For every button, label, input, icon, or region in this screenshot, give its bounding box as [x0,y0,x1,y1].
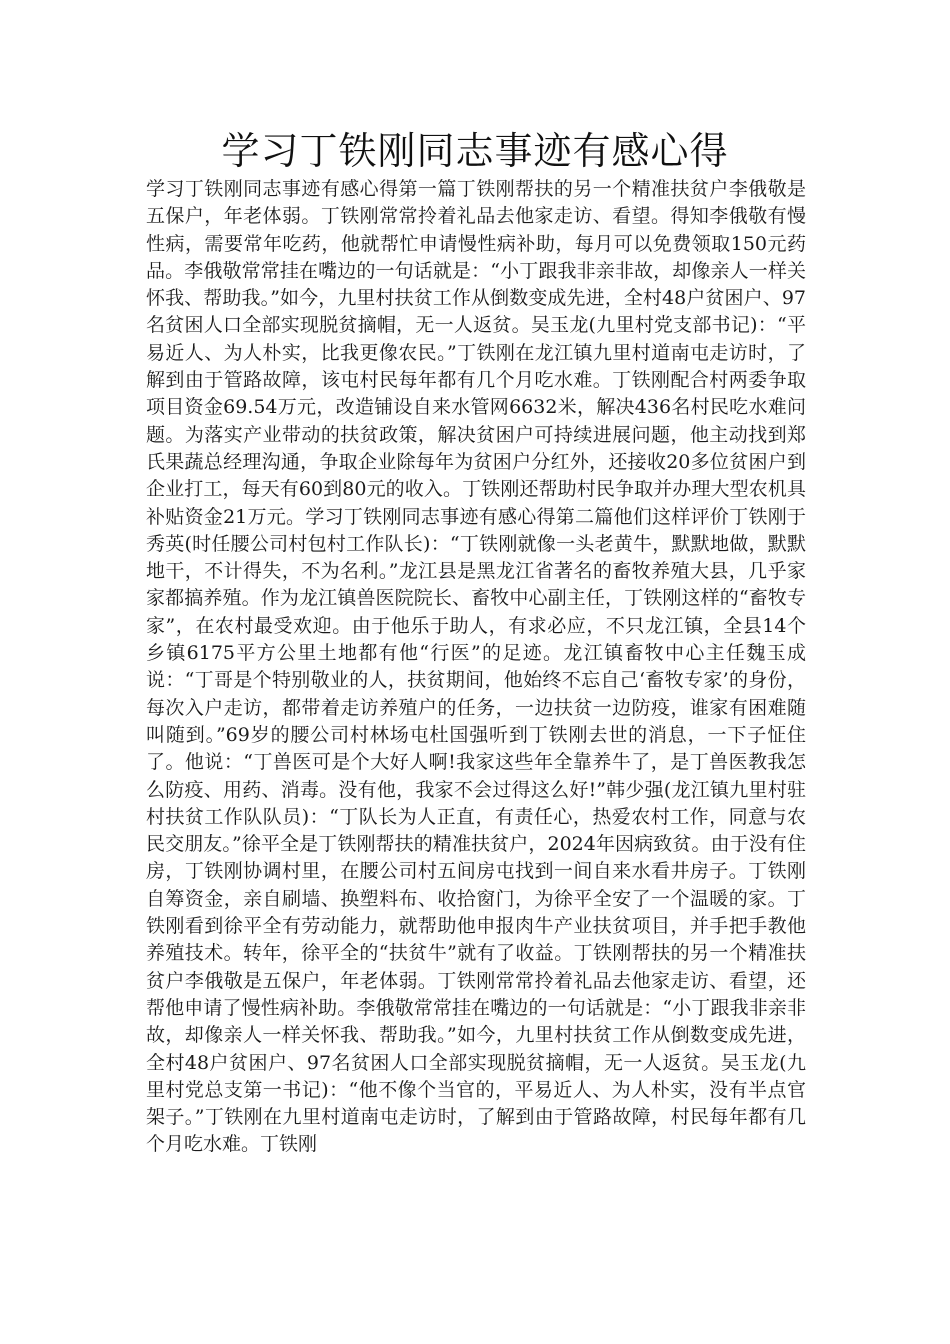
document-title: 学习丁铁刚同志事迹有感心得 [221,129,729,173]
document-body: 学习丁铁刚同志事迹有感心得第一篇丁铁刚帮扶的另一个精准扶贫户李俄敬是五保户，年老体弱。丁铁刚常常拎着礼品去他家走访、看望。得知李俄敬有慢性病，需要常年吃药，他就帮忙申请慢性病补助，每月可以免费领取150元药品。李俄敬常常挂在嘴边的一句话就是：“小丁跟我非亲非故，却像亲人一样关怀我、帮助我。”如今，九里村扶贫工作从倒数变成先进，全村48户贫困户、97名贫困人口全部实现脱贫摘帽，无一人返贫。吴玉龙(九里村党支部书记)：“平易近人、为人朴实，比我更像农民。”丁铁刚在龙江镇九里村道南屯走访时，了解到由于管路故障，该屯村民每年都有几个月吃水难。丁铁刚配合村两委争取项目资金69.54万元，改造铺设自来水管网6632米，解决436名村民吃水难问题。为落实产业带动的扶贫政策，解决贫困户可持续进展问题，他主动找到郑氏果蔬总经理沟通，争取企业除每年为贫困户分红外，还接收20多位贫困户到企业打工，每天有60到80元的收入。丁铁刚还帮助村民争取并办理大型农机具补贴资金21万元。学习丁铁刚同志事迹有感心得第二篇他们这样评价丁铁刚于秀英(时任腰公司村包村工作队长)：“丁铁刚就像一头老黄牛，默默地做，默默地干，不计得失，不为名利。”龙江县是黑龙江省著名的畜牧养殖大县，几乎家家都搞养殖。作为龙江镇兽医院院长、畜牧中心副主任，丁铁刚这样的“畜牧专家”，在农村最受欢迎。由于他乐于助人，有求必应，不只龙江镇，全县14个乡镇6175平方公里土地都有他“行医”的足迹。龙江镇畜牧中心主任魏玉成说：“丁哥是个特别敬业的人，扶贫期间，他始终不忘自己‘畜牧专家’的身份，每次入户走访，都带着走访养殖户的任务，一边扶贫一边防疫，谁家有困难随叫随到。”69岁的腰公司村林场屯杜国强听到丁铁刚去世的消息，一下子怔住了。他说：“丁兽医可是个大好人啊!我家这些年全靠养牛了，是丁兽医教我怎么防疫、用药、消毒。没有他，我家不会过得这么好!”韩少强(龙江镇九里村驻村扶贫工作队队员)：“丁队长为人正直，有责任心，热爱农村工作，同意与农民交朋友。”徐平全是丁铁刚帮扶的精准扶贫户，2024年因病致贫。由于没有住房，丁铁刚协调村里，在腰公司村五间房屯找到一间自来水看井房子。丁铁刚自筹资金，亲自刷墙、换塑料布、收拾窗门，为徐平全安了一个温暖的家。丁铁刚看到徐平全有劳动能力，就帮助他申报肉牛产业扶贫项目，并手把手教他养殖技术。转年，徐平全的“扶贫牛”就有了收益。丁铁刚帮扶的另一个精准扶贫户李俄敬是五保户，年老体弱。丁铁刚常常拎着礼品去他家走访、看望，还帮他申请了慢性病补助。李俄敬常常挂在嘴边的一句话就是：“小丁跟我非亲非故，却像亲人一样关怀我、帮助我。”如今，九里村扶贫工作从倒数变成先进，全村48户贫困户、97名贫困人口全部实现脱贫摘帽，无一人返贫。吴玉龙(九里村党总支第一书记)：“他不像个当官的，平易近人、为人朴实，没有半点官架子。”丁铁刚在九里村道南屯走访时，了解到由于管路故障，村民每年都有几个月吃水难。丁铁刚 [146,178,806,1156]
